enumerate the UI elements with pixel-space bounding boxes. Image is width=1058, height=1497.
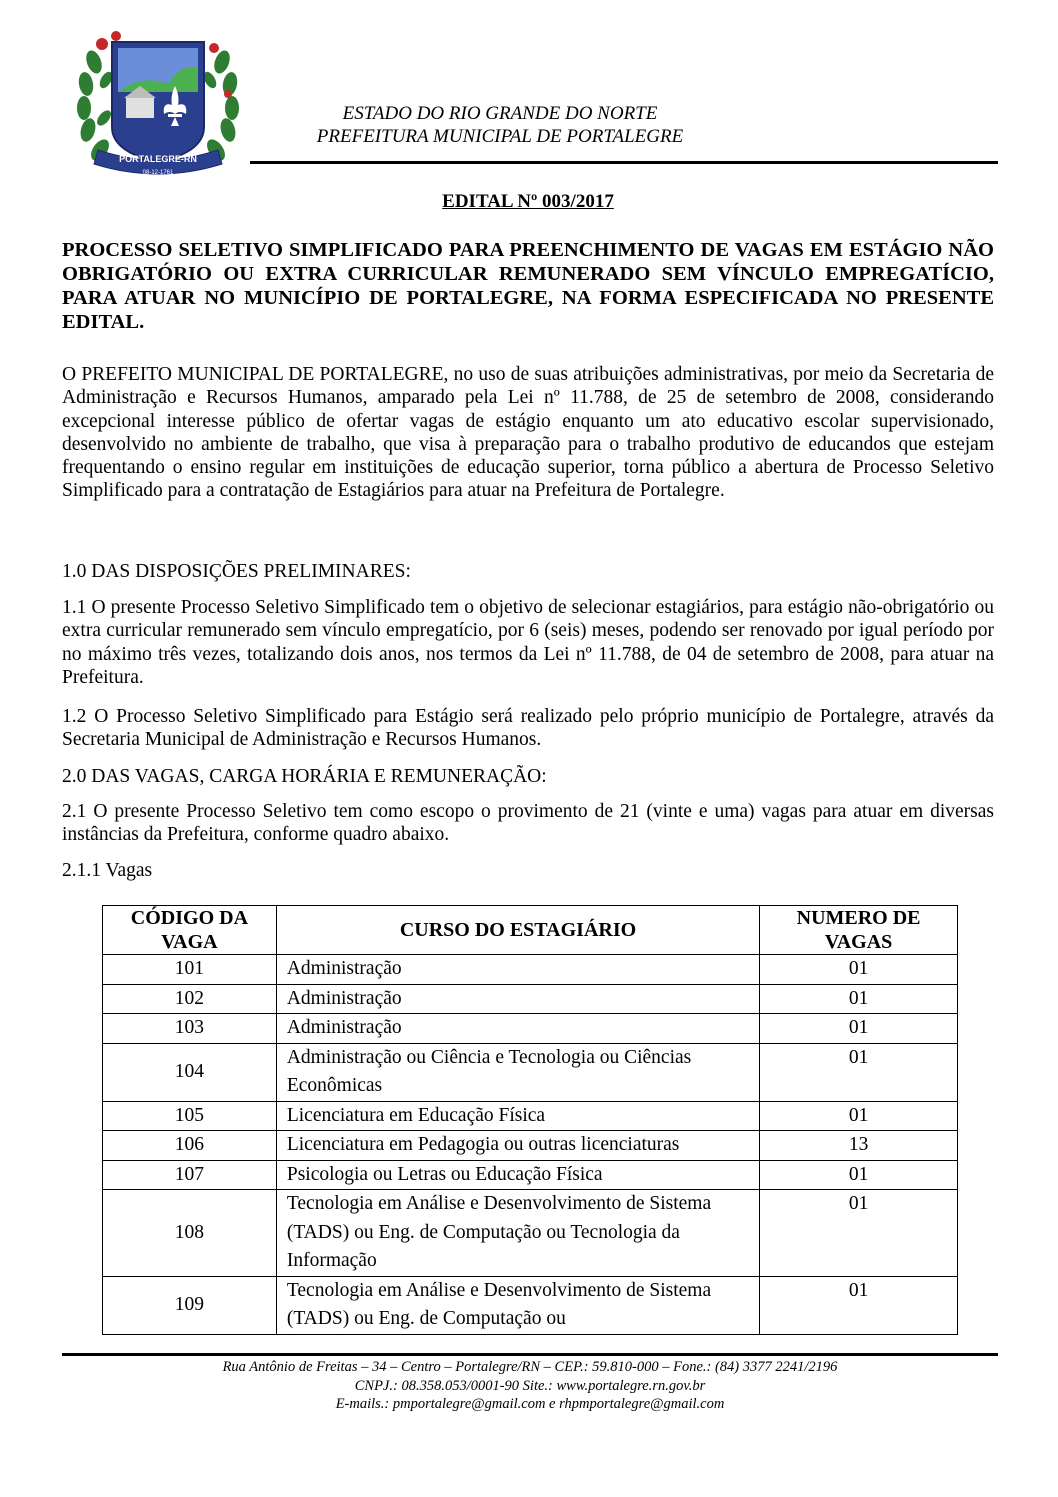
intro-paragraph: O PREFEITO MUNICIPAL DE PORTALEGRE, no uso de suas atribuições administrativas, por meio da Secretaria de Administração e Recursos Humanos, amparado pela Lei nº 11.788, de 25 de setembro de 2008, considerando excepcional interesse público de ofertar vagas de estágio enquanto um ato educativo escolar supervisionado, desenvolvido no ambiente de trabalho, que visa à preparação para o trabalho produtivo de educandos que estejam frequentando o ensino regular em instituições de educação superior, torna público a abertura de Processo Seletivo Simplificado para a contratação de Estagiários para atuar na Prefeitura de Portalegre. (62, 364, 994, 502)
vacancy-course: Administração ou Ciência e Tecnologia ou Ciências Econômicas (276, 1043, 759, 1101)
column-header-code: CÓDIGO DA VAGA (103, 906, 277, 955)
vacancy-count: 01 (760, 955, 958, 985)
section2-heading: 2.0 DAS VAGAS, CARGA HORÁRIA E REMUNERAÇÃO: (62, 766, 547, 787)
vacancy-code: 101 (103, 955, 277, 985)
vacancy-code: 108 (103, 1190, 277, 1277)
table-row (103, 1160, 958, 1190)
section2-subheading: 2.1.1 Vagas (62, 860, 153, 881)
vacancy-code: 102 (103, 984, 277, 1014)
vacancy-count: 01 (760, 984, 958, 1014)
header-divider (250, 161, 998, 164)
table-row (103, 1043, 958, 1101)
letterhead (250, 102, 750, 148)
table-row (103, 1101, 958, 1131)
table-row (103, 955, 958, 985)
vacancy-course: Administração (276, 1014, 759, 1044)
vacancy-count: 01 (760, 1190, 958, 1277)
vacancy-count: 01 (760, 1276, 958, 1334)
table-row (103, 1190, 958, 1277)
crest-date-text: 08-12-1761 (142, 170, 174, 176)
vacancy-code: 103 (103, 1014, 277, 1044)
vacancy-code: 105 (103, 1101, 277, 1131)
footer-emails: E-mails.: pmportalegre@gmail.com e rhpmportalegre@gmail.com (335, 1396, 725, 1412)
vacancy-code: 106 (103, 1131, 277, 1161)
state-name: ESTADO DO RIO GRANDE DO NORTE (342, 103, 658, 124)
vacancy-course: Tecnologia em Análise e Desenvolvimento de Sistema (TADS) ou Eng. de Computação ou (276, 1276, 759, 1334)
vacancy-count: 13 (760, 1131, 958, 1161)
vacancy-course: Psicologia ou Letras ou Educação Física (276, 1160, 759, 1190)
vacancy-count: 01 (760, 1160, 958, 1190)
vacancy-course: Tecnologia em Análise e Desenvolvimento de Sistema (TADS) ou Eng. de Computação ou Tecnologia da Informação (276, 1190, 759, 1277)
vacancies-table (102, 905, 958, 1335)
footer-divider (62, 1353, 998, 1356)
vacancy-count: 01 (760, 1043, 958, 1101)
vacancy-count: 01 (760, 1014, 958, 1044)
section1-paragraph-2: 1.2 O Processo Seletivo Simplificado para Estágio será realizado pelo próprio município de Portalegre, através da Secretaria Municipal de Administração e Recursos Humanos. (62, 706, 994, 751)
vacancy-code: 107 (103, 1160, 277, 1190)
vacancy-count: 01 (760, 1101, 958, 1131)
footer-registry-site: CNPJ.: 08.358.053/0001-90 Site.: www.portalegre.rn.gov.br (354, 1377, 706, 1394)
vacancy-code: 104 (103, 1043, 277, 1101)
prefecture-name: PREFEITURA MUNICIPAL DE PORTALEGRE (316, 126, 684, 147)
vacancy-course: Licenciatura em Educação Física (276, 1101, 759, 1131)
edict-title: EDITAL Nº 003/2017 (442, 191, 614, 212)
column-header-course: CURSO DO ESTAGIÁRIO (276, 906, 759, 955)
crest-banner-text: PORTALEGRE-RN (119, 154, 197, 164)
table-row (103, 1014, 958, 1044)
table-row (103, 984, 958, 1014)
footer-address: Rua Antônio de Freitas – 34 – Centro – Portalegre/RN – CEP.: 59.810-000 – Fone.: (84) 3377 2241/2196 (222, 1359, 838, 1375)
vacancy-course: Licenciatura em Pedagogia ou outras licenciaturas (276, 1131, 759, 1161)
vacancy-code: 109 (103, 1276, 277, 1334)
table-row (103, 1276, 958, 1334)
municipal-coat-of-arms (72, 22, 244, 182)
edict-subject: PROCESSO SELETIVO SIMPLIFICADO PARA PREENCHIMENTO DE VAGAS EM ESTÁGIO NÃO OBRIGATÓRIO OU EXTRA CURRICULAR REMUNERADO SEM VÍNCULO EMPREGATÍCIO, PARA ATUAR NO MUNICÍPIO DE PORTALEGRE, NA FORMA ESPECIFICADA NO PRESENTE EDITAL. (62, 239, 994, 333)
section1-paragraph-1: 1.1 O presente Processo Seletivo Simplificado tem o objetivo de selecionar estagiários, para estágio não-obrigatório ou extra curricular remunerado sem vínculo empregatício, por 6 (seis) meses, podendo ser renovado por igual período por no máximo três vezes, totalizando dois anos, nos termos da Lei nº 11.788, de 04 de setembro de 2008, para atuar na Prefeitura. (62, 597, 994, 688)
footer (100, 1358, 960, 1414)
section2-paragraph-1: 2.1 O presente Processo Seletivo tem como escopo o provimento de 21 (vinte e uma) vagas para atuar em diversas instâncias da Prefeitura, conforme quadro abaixo. (62, 801, 994, 846)
vacancy-course: Administração (276, 984, 759, 1014)
section1-heading: 1.0 DAS DISPOSIÇÕES PRELIMINARES: (62, 561, 411, 582)
column-header-count: NUMERO DE VAGAS (760, 906, 958, 955)
table-header-row (103, 906, 958, 955)
table-row (103, 1131, 958, 1161)
vacancy-course: Administração (276, 955, 759, 985)
